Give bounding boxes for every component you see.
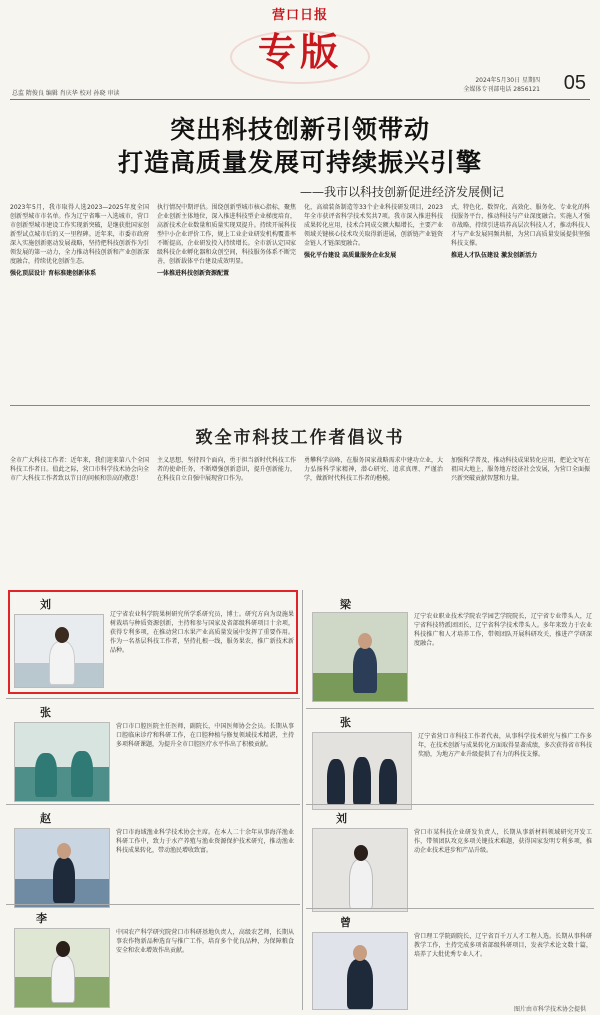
- lead-column-text: 执行情况中期评估。围绕创新型城市核心指标，聚焦企业创新主体地位，深入推进科技型企业梯度培育，高新技术企业数量和质量实现双提升。持续开展科技型中小企业评价工作，规上工业企业研发机构覆盖率不断提高，企业研发投入持续增长。全市新认定国家级科技企业孵化器和众创空间，科技服务体系不断完善，创新载体平台建设成效明显。: [157, 204, 296, 265]
- profile-bio: 营口市海域渔业科学技术协会主席。在本人二十余年从事海洋渔业科研工作中，致力于水产养殖与渔业资源保护技术研究，推动渔业科技成果转化，带动渔民增收致富。: [116, 829, 294, 854]
- section-divider: [10, 405, 590, 406]
- profile-bio: 辽宁省农业科学院果树研究所学系研究员，博士。研究方向为设施果树栽培与种质资源创新，主持和参与国家及省部级科研项目十余项，获得专利多项，在推动营口水果产业高质量发展中发挥了重要作用。作为一名基层科技工作者，坚持扎根一线，服务果农，推广新技术新品种。: [110, 611, 294, 654]
- row-divider: [6, 804, 300, 805]
- profile-photo: [312, 932, 408, 1010]
- row-divider: [306, 804, 594, 805]
- issue-meta: [370, 76, 540, 94]
- lead-column-text: 2023年5月，我市取得人选2023—2025年度全国创新型城市市名单。作为辽宁省唯一入选城市，营口市创新型城市建设工作实现新突破，是继获批国家创新型试点城市后的又一里程碑。近年来，市委市政府深入实施创新驱动发展战略，坚持把科技创新作为引领发展的第一动力，全力推动科技创新和产业创新深度融合，持续优化创新生态。: [10, 204, 149, 265]
- proposal-article: [10, 456, 590, 588]
- profile-name: 赵: [40, 812, 61, 825]
- section-heading: 一体推进科技创新资源配置: [157, 270, 230, 277]
- lead-column-2: [157, 203, 296, 403]
- profile-grid: [6, 590, 594, 1010]
- profile-name: 李: [36, 912, 53, 925]
- profile-photo: [14, 722, 110, 802]
- lead-column-3: [304, 203, 443, 403]
- lead-column-1: [10, 203, 149, 403]
- lead-article: [10, 203, 590, 403]
- profile-bio: 辽宁农业职业技术学院农学园艺学院院长，辽宁省专业带头人，辽宁省科技特派团团长，辽宁省科学技术带头人。多年来致力于农业科技推广和人才培养工作，带领团队开展科研攻关，推进产学研深度融合。: [414, 613, 592, 647]
- profile-name: 张: [40, 706, 61, 719]
- lead-column-text: 化，高端装备制造等33个企业科技研发项目，2023年全市获评省科学技术奖共7项。我市深入推进科技成果转化应用，技术合同成交额大幅增长，主要产业领域关键核心技术攻关取得新进展，创新链产业链资金链人才链深度融合。: [304, 204, 443, 247]
- page-number: 05: [563, 72, 586, 94]
- profile-photo: [312, 732, 412, 810]
- section-heading: 强化平台建设 高质量服务企业发展: [304, 252, 397, 259]
- row-divider: [6, 904, 300, 905]
- section-heading: 强化顶层设计 育标准建创新体系: [10, 270, 97, 277]
- proposal-column-3: 勇攀科学高峰，在服务国家战略需求中建功立业，大力弘扬科学家精神，潜心研究、追求真理、严谨治学，做新时代科技工作者的楷模。: [304, 457, 443, 482]
- profile-photo: [312, 828, 408, 912]
- headline-line-1: 突出科技创新引领带动: [169, 115, 430, 144]
- lead-column-text: 式，特色化、数智化、高效化、服务化、专业化的科技服务平台，推动科技与产业深度融合。实施人才强市战略，持续引进培养高层次科技人才，推动科技人才与产业发展同频共振，为营口高质量发展提供坚强科技支撑。: [451, 204, 590, 247]
- profile-bio: 营口市口腔医院主任医师，副院长，中国医师协会会员。长期从事口腔临床诊疗和科研工作，在口腔种植与修复领域技术精湛，主持多项科研课题，为提升全市口腔医疗水平作出了积极贡献。: [116, 723, 294, 748]
- profile-bio: 辽宁省营口市科技工作者代表，从事科学技术研究与推广工作多年，在技术创新与成果转化方面取得显著成绩，多次获得省市科技奖励，为地方产业升级提供了有力的科技支撑。: [418, 733, 592, 758]
- lead-column-4: [451, 203, 590, 403]
- issue-phone: 全媒体专刊部电话 2856121: [463, 86, 540, 93]
- profile-name: 曾: [340, 916, 361, 929]
- row-divider: [306, 908, 594, 909]
- profile-bio: 营口市某科技企业研发负责人，长期从事新材料领域研究开发工作，带领团队攻克多项关键技术难题，获得国家发明专利多项，推动企业技术进步和产品升级。: [414, 829, 592, 854]
- profile-name: 刘: [40, 598, 61, 611]
- proposal-title: 致全市科技工作者倡议书: [195, 428, 405, 448]
- section-heading: 推进人才队伍建设 激发创新活力: [451, 252, 538, 259]
- profile-photo: [14, 828, 110, 908]
- row-divider: [306, 708, 594, 709]
- column-divider: [302, 590, 303, 1010]
- editors-credit: 总监 隋俊良 编辑 肖庆华 校对 孙晓 审读: [12, 90, 120, 97]
- profile-photo: [14, 614, 104, 688]
- masthead: [0, 0, 600, 102]
- main-headline: [0, 113, 600, 179]
- profile-name: 张: [340, 716, 361, 729]
- newspaper-logo: 营口日报: [271, 8, 328, 23]
- edition-title: 专版: [257, 29, 342, 74]
- headline-line-2: 打造高质量发展可持续振兴引擎: [117, 148, 482, 177]
- profile-name: 梁: [340, 598, 361, 611]
- profile-photo: [14, 928, 110, 1008]
- proposal-column-1: 全市广大科技工作者：近年来，我们迎来第八个全国科技工作者日。值此之际，营口市科学技术协会向全市广大科技工作者致以节日的问候和崇高的敬意！: [10, 457, 149, 482]
- issue-date: 2024年5月30日 星期四: [475, 77, 540, 84]
- proposal-column-2: 主义思想，坚持四个面向，勇于担当新时代科技工作者的使命任务，不断增强创新意识，提升创新能力，在科技自立自强中展现营口作为。: [157, 457, 296, 482]
- subheadline: ——我市以科技创新促进经济发展侧记: [300, 185, 505, 199]
- profile-name: 刘: [336, 812, 353, 825]
- row-divider: [6, 698, 300, 699]
- photo-credit: 图片由市科学技术协会提供: [513, 1006, 586, 1013]
- top-divider: [10, 99, 590, 100]
- profile-bio: 中国农产科学研究院营口市科研基地负责人，高级农艺师，长期从事农作物新品种选育与推广工作，培育多个优良品种，为保障粮食安全和农业增效作出贡献。: [116, 929, 294, 954]
- proposal-column-4: 加强科学普及，推动科技成果转化应用，把论文写在祖国大地上，服务地方经济社会发展，为营口全面振兴新突破贡献智慧和力量。: [451, 457, 590, 482]
- profile-bio: 营口理工学院副院长，辽宁省百千万人才工程人选。长期从事科研教学工作，主持完成多项省部级科研项目，发表学术论文数十篇，培养了大批优秀专业人才。: [414, 933, 592, 958]
- profile-photo: [312, 612, 408, 702]
